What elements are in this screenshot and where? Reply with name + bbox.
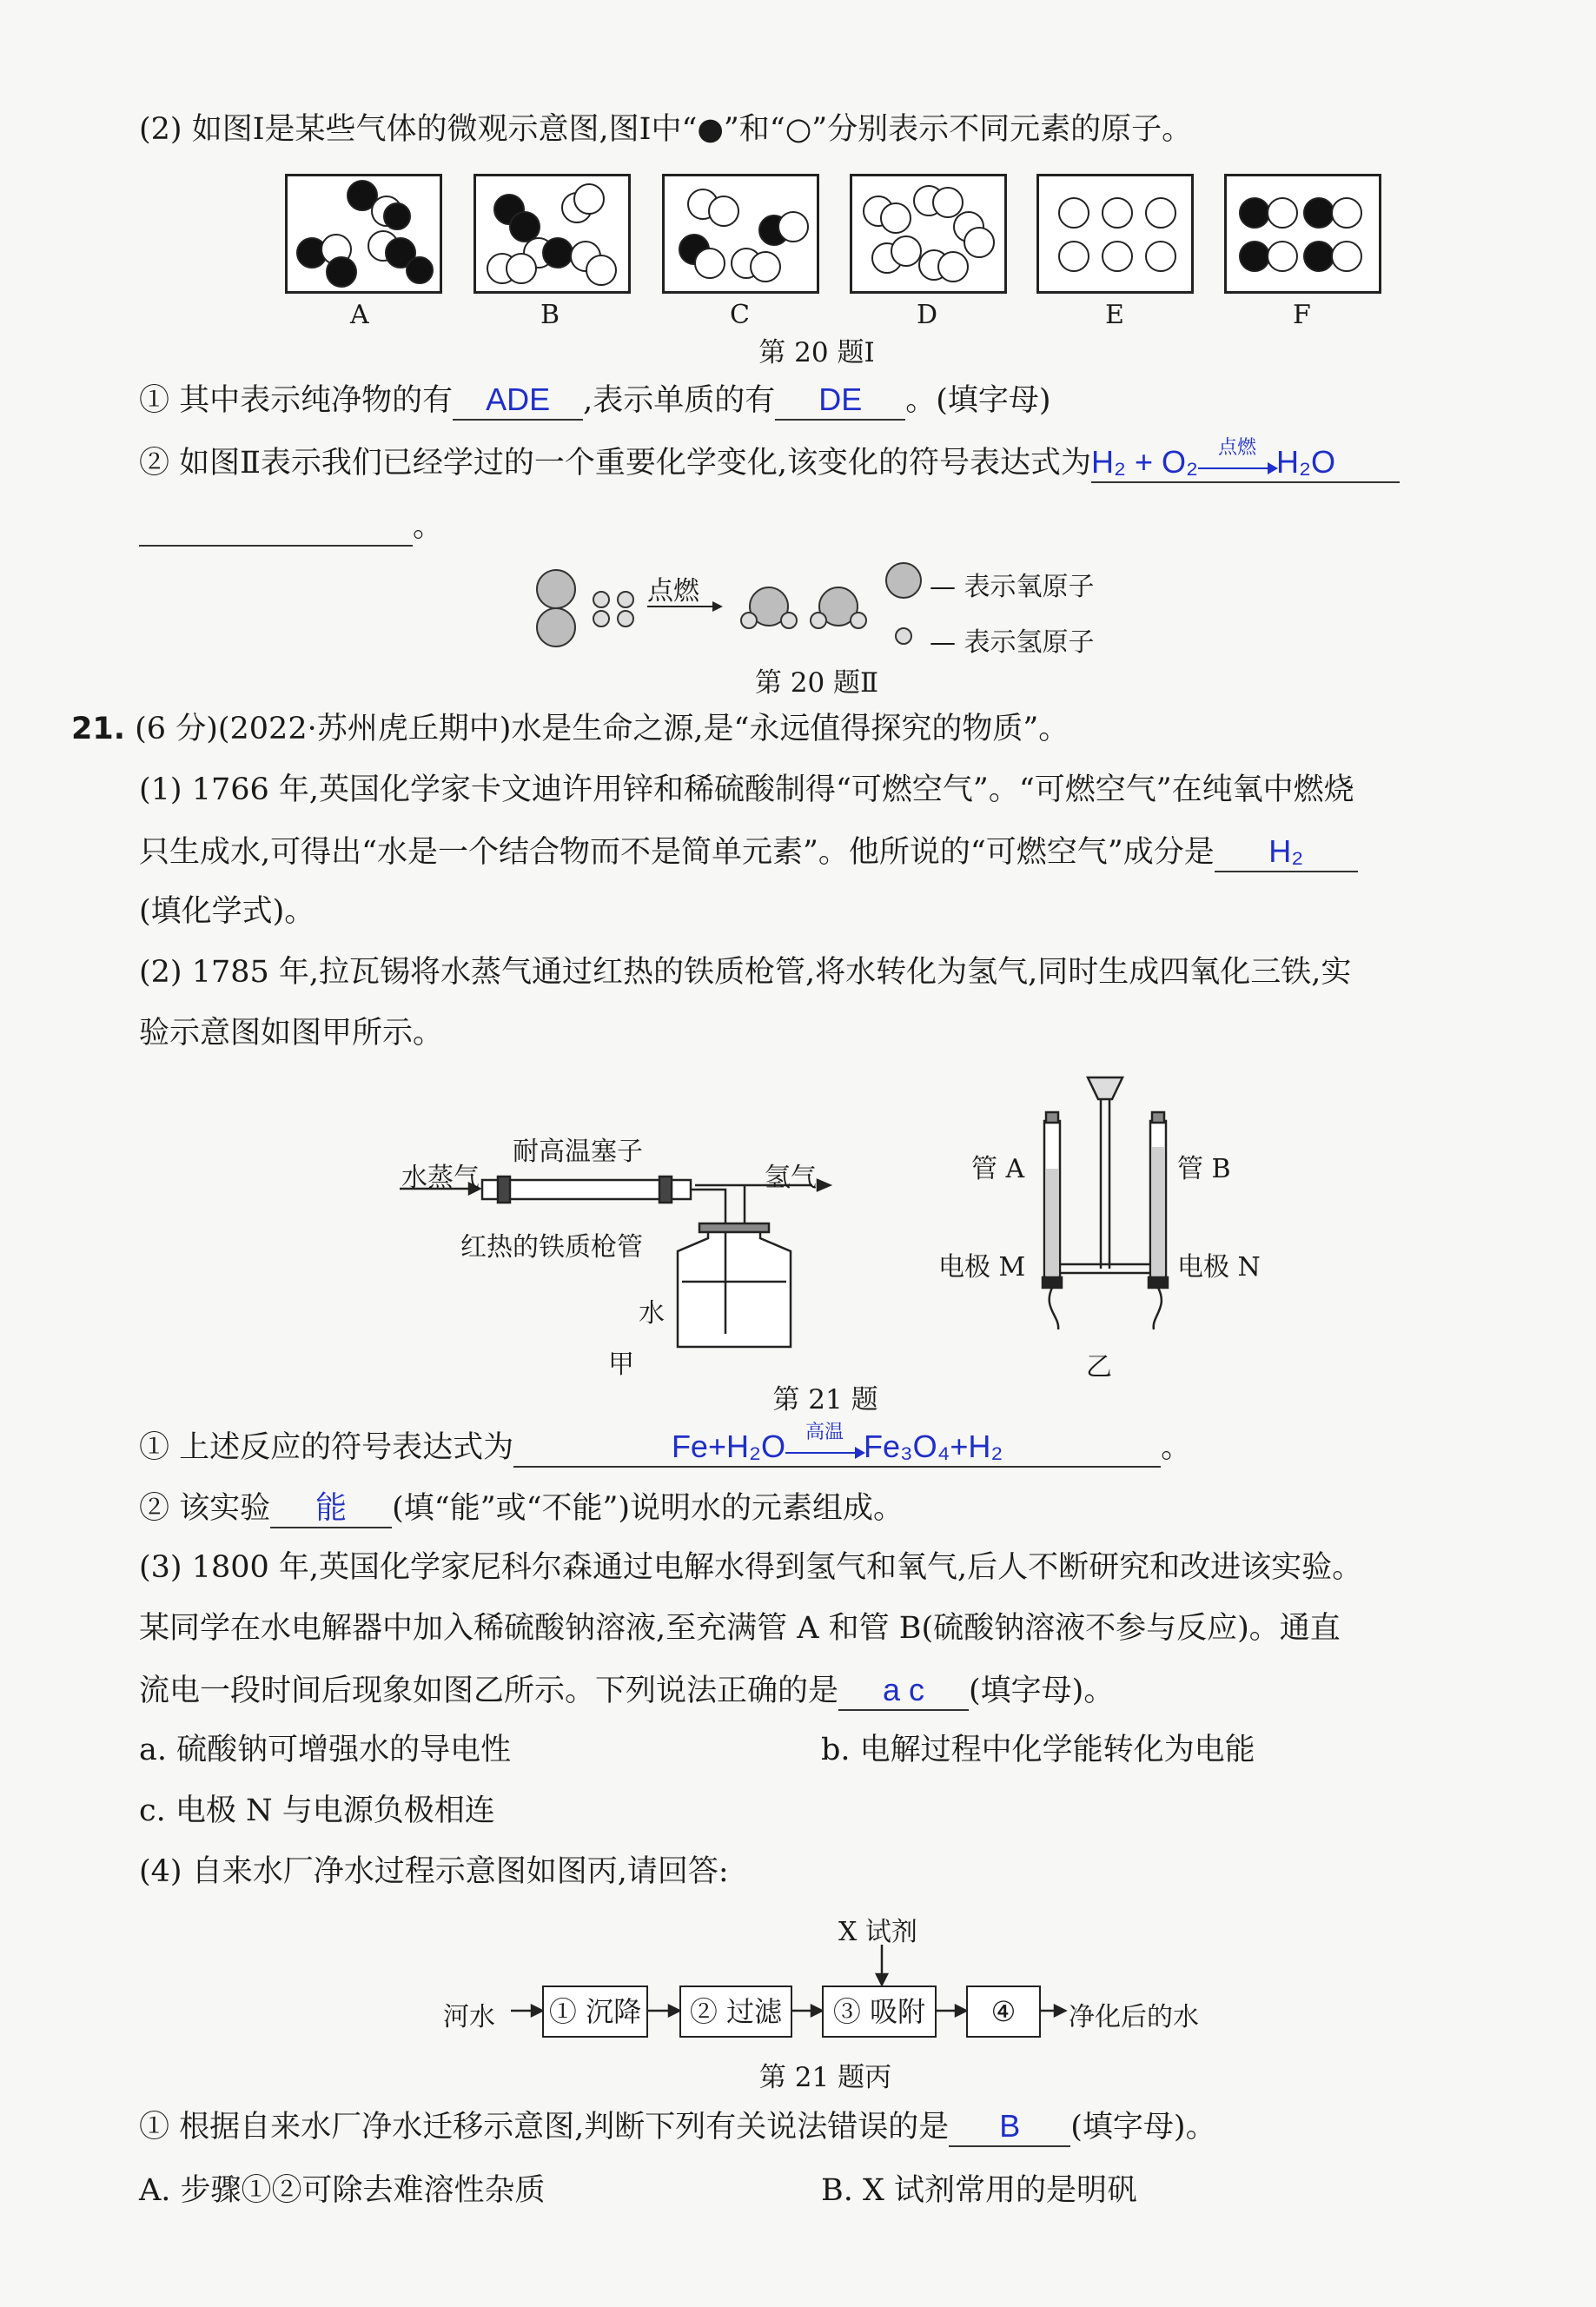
q21-p2-line2: 验示意图如图甲所示。 [139,1016,444,1051]
q20-sub2-cont: 。 [139,508,443,547]
particle-box-c [662,174,819,294]
q21-p1-line1: (1) 1766 年,英国化学家卡文迪许用锌和稀硫酸制得“可燃空气”。“可燃空气”在纯氧中燃烧 [139,772,1354,807]
q21-p3-line2: 某同学在水电解器中加入稀硫酸钠溶液,至充满管 A 和管 B(硫酸钠溶液不参与反应)。通直 [139,1611,1341,1646]
choice-b: B. X 试剂常用的是明矾 [821,2173,1138,2208]
q21-p1-line3: (填化学式)。 [139,894,315,929]
label-electrode-m: 电极 M [938,1252,1026,1283]
q21-s2: ② 该实验 能 (填“能”或“不能”)说明水的元素组成。 [139,1488,904,1528]
label-gun-barrel: 红热的铁质枪管 [460,1232,643,1263]
answer-reaction-fe-h2o: Fe+H₂O 高温 Fe₃O₄+H₂ [671,1421,1003,1464]
label-yi: 乙 [1086,1352,1112,1382]
label-stopper: 耐高温塞子 [513,1137,643,1167]
particle-box-b [474,174,631,294]
box-label-e: E [1105,300,1124,330]
particle-box-a [285,174,442,294]
q21-p3-line3: 流电一段时间后现象如图乙所示。下列说法正确的是 a c (填字母)。 [139,1671,1114,1711]
option-c: c. 电极 N 与电源负极相连 [139,1793,495,1828]
label-tube-b: 管 B [1177,1154,1231,1184]
fig21-caption: 第 21 题 [772,1384,878,1415]
q21-header [71,711,1069,747]
box-label-d: D [917,300,938,330]
option-b: b. 电解过程中化学能转化为电能 [821,1733,1255,1767]
q21-q4: ① 根据自来水厂净水迁移示意图,判断下列有关说法错误的是 B (填字母)。 [139,2107,1216,2147]
choice-a: A. 步骤①②可除去难溶性杂质 [139,2173,546,2208]
q21-header-text: (6 分)(2022·苏州虎丘期中)水是生命之源,是“永远值得探究的物质”。 [135,712,1070,746]
label-tube-a: 管 A [971,1154,1025,1184]
fig21-bing-caption: 第 21 题丙 [758,2062,892,2093]
q20-intro: (2) 如图Ⅰ是某些气体的微观示意图,图Ⅰ中“●”和“○”分别表示不同元素的原子。 [139,112,1193,147]
q20-sub2 [139,436,1400,483]
label-steam: 水蒸气 [401,1163,480,1193]
fig2-arrow-label: 点燃 [647,576,699,607]
q21-s1: ① 上述反应的符号表达式为 Fe+H₂O 高温 Fe₃O₄+H₂ 。 [139,1428,1191,1468]
flow-step-filtration: ② 过滤 [679,1985,792,2038]
legend-oxygen: — 表示氧原子 [930,572,1095,602]
flow-step-sedimentation: ① 沉降 [542,1985,648,2038]
particle-box-f [1224,174,1381,294]
label-jia: 甲 [608,1349,634,1380]
box-label-a: A [350,300,369,330]
label-river-water: 河水 [443,2002,495,2032]
q21-p1-line2: 只生成水,可得出“水是一个结合物而不是简单元素”。他所说的“可燃空气”成分是 H₂ [139,832,1358,872]
q20-sub1 [139,381,1051,421]
answer-combustible-air: H₂ [1268,833,1304,869]
answer-elements: DE [818,381,863,417]
q21-p4-intro: (4) 自来水厂净水过程示意图如图丙,请回答: [139,1854,729,1889]
q21-p2-line1: (2) 1785 年,拉瓦锡将水蒸气通过红热的铁质枪管,将水转化为氢气,同时生成四氧化三铁,实 [139,955,1352,990]
option-a: a. 硫酸钠可增强水的导电性 [139,1733,512,1767]
label-x-reagent: X 试剂 [838,1917,917,1947]
q20-sub1-mid: ,表示单质的有 [583,383,776,418]
box-label-f: F [1293,300,1311,330]
fig20-2-caption: 第 20 题Ⅱ [754,667,879,699]
answer-correct-statements: a c [883,1672,925,1707]
answer-reaction-h2-o2: H₂ + O₂ 点燃 H₂O [1091,436,1336,480]
label-hydrogen: 氢气 [765,1163,817,1193]
answer-can-or-cannot: 能 [315,1489,348,1525]
q21-p3-line1: (3) 1800 年,英国化学家尼科尔森通过电解水得到氢气和氧气,后人不断研究和改进该实验。 [139,1550,1363,1585]
answer-wrong-statement: B [999,2108,1021,2144]
fig20-1-caption: 第 20 题Ⅰ [758,337,875,368]
answer-pure-substances: ADE [486,381,551,417]
flow-step-4: ④ [966,1985,1041,2038]
q20-sub1-prefix: ① 其中表示纯净物的有 [139,383,454,418]
particle-box-e [1036,174,1194,294]
box-label-c: C [730,300,750,330]
q20-sub1-suffix: 。(填字母) [905,383,1051,418]
label-electrode-n: 电极 N [1177,1252,1261,1283]
label-water: 水 [639,1298,665,1329]
legend-hydrogen: — 表示氢原子 [930,627,1095,658]
q21-number: 21. [71,712,126,746]
particle-box-d [850,174,1007,294]
box-label-b: B [540,300,560,330]
q20-sub2-prefix: ② 如图Ⅱ表示我们已经学过的一个重要化学变化,该变化的符号表达式为 [139,446,1092,481]
flow-step-adsorption: ③ 吸附 [822,1985,937,2038]
label-purified-water: 净化后的水 [1069,2002,1199,2032]
electrolysis-figure-yi [1008,1069,1234,1356]
